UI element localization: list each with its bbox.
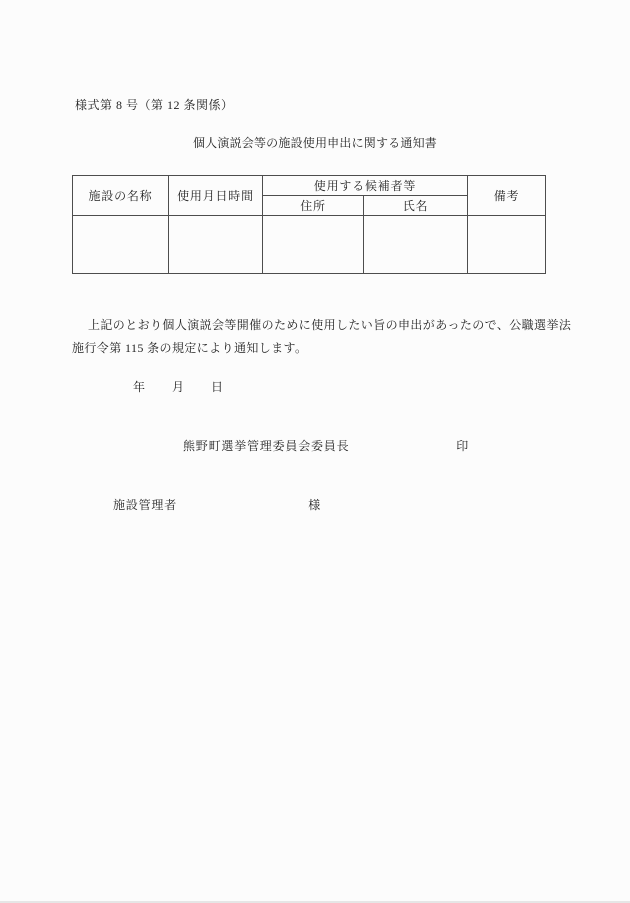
day-label: 日 bbox=[211, 380, 224, 394]
cell-use-datetime bbox=[169, 216, 263, 274]
header-candidates-group: 使用する候補者等 bbox=[263, 176, 468, 196]
facility-use-table bbox=[72, 175, 546, 274]
recipient-honorific: 様 bbox=[308, 498, 321, 512]
header-facility-name: 施設の名称 bbox=[73, 176, 169, 216]
body-line-1: 上記のとおり個人演説会等開催のために使用したい旨の申出があったので、公職選挙法 bbox=[88, 318, 572, 332]
seal-mark: 印 bbox=[456, 439, 469, 453]
table-header-row-1 bbox=[73, 176, 546, 196]
signature-line bbox=[183, 437, 469, 454]
header-address: 住所 bbox=[263, 196, 364, 216]
body-line-2: 施行令第 115 条の規定により通知します。 bbox=[72, 341, 308, 355]
cell-address bbox=[263, 216, 364, 274]
recipient-label: 施設管理者 bbox=[113, 498, 178, 512]
header-name: 氏名 bbox=[364, 196, 468, 216]
cell-name bbox=[364, 216, 468, 274]
form-number: 様式第 8 号（第 12 条関係） bbox=[75, 98, 234, 112]
document-title: 個人演説会等の施設使用申出に関する通知書 bbox=[192, 136, 437, 150]
header-remarks: 備考 bbox=[468, 176, 546, 216]
body-paragraph bbox=[72, 314, 572, 360]
issuer-name: 熊野町選挙管理委員会委員長 bbox=[183, 439, 350, 453]
month-label: 月 bbox=[172, 380, 185, 394]
year-label: 年 bbox=[133, 380, 146, 394]
cell-remarks bbox=[468, 216, 546, 274]
table-row bbox=[73, 216, 546, 274]
cell-facility-name bbox=[73, 216, 169, 274]
header-use-datetime: 使用月日時間 bbox=[169, 176, 263, 216]
recipient-line bbox=[113, 496, 321, 513]
date-line bbox=[133, 378, 223, 395]
